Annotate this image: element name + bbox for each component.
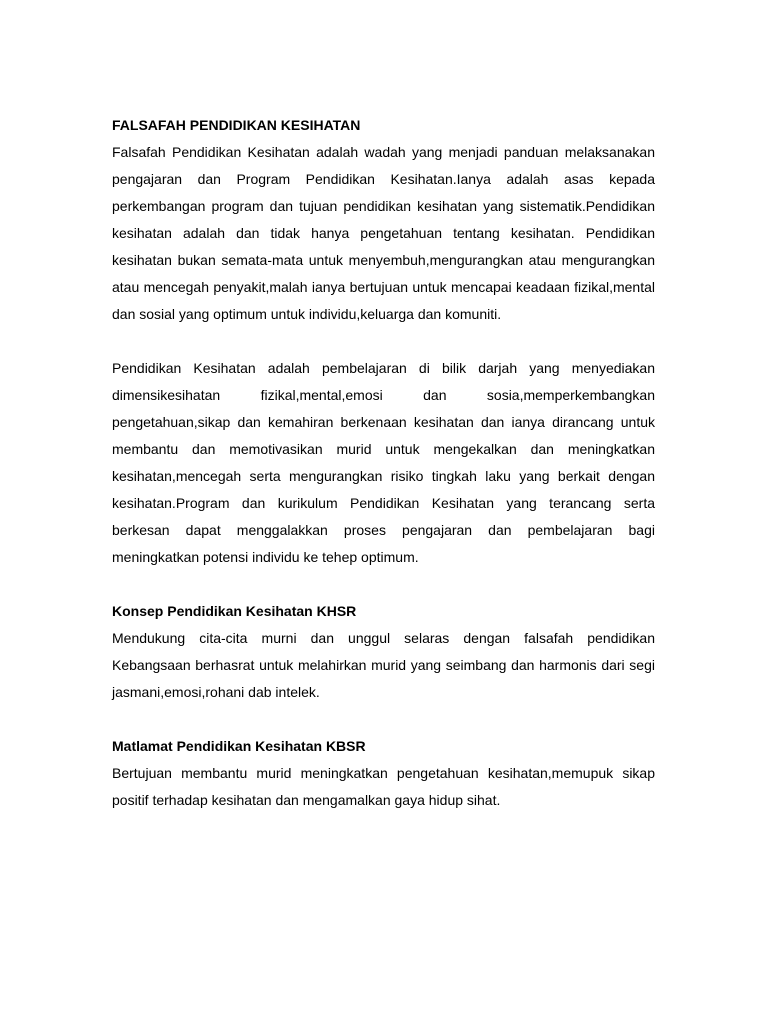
section-heading: Matlamat Pendidikan Kesihatan KBSR: [112, 738, 366, 754]
section-konsep: [112, 598, 655, 706]
section-matlamat: [112, 733, 655, 814]
section-heading: Konsep Pendidikan Kesihatan KHSR: [112, 603, 357, 619]
section-paragraph: Falsafah Pendidikan Kesihatan adalah wadah yang menjadi panduan melaksanakan pengajaran dan Program Pendidikan Kesihatan.Ianya adalah asas kepada perkembangan program dan tujuan pendidikan kesihatan yang sistematik.Pendidikan kesihatan adalah dan tidak hanya pengetahuan tentang kesihatan. Pendidikan kesihatan bukan semata-mata untuk menyembuh,mengurangkan atau mengurangkan atau mencegah penyakit,malah ianya bertujuan untuk mencapai keadaan fizikal,mental dan sosial yang optimum untuk individu,keluarga dan komuniti.: [112, 144, 655, 322]
section-paragraph: Bertujuan membantu murid meningkatkan pengetahuan kesihatan,memupuk sikap positif terhadap kesihatan dan mengamalkan gaya hidup sihat.: [112, 765, 655, 808]
section-paragraph: Pendidikan Kesihatan adalah pembelajaran di bilik darjah yang menyediakan dimensikesihatan fizikal,mental,emosi dan sosia,memperkembangkan pengetahuan,sikap dan kemahiran berkenaan kesihatan dan ianya dirancang untuk membantu dan memotivasikan murid untuk mengekalkan dan meningkatkan kesihatan,mencegah serta mengurangkan risiko tingkah laku yang berkait dengan kesihatan.Program dan kurikulum Pendidikan Kesihatan yang terancang serta berkesan dapat menggalakkan proses pengajaran dan pembelajaran bagi meningkatkan potensi individu ke tehep optimum.: [112, 360, 655, 565]
section-falsafah: [112, 112, 655, 328]
document-page: [112, 112, 655, 814]
section-heading: FALSAFAH PENDIDIKAN KESIHATAN: [112, 117, 361, 133]
section-pendidikan-kesihatan: [112, 355, 655, 571]
section-paragraph: Mendukung cita-cita murni dan unggul selaras dengan falsafah pendidikan Kebangsaan berhasrat untuk melahirkan murid yang seimbang dan harmonis dari segi jasmani,emosi,rohani dab intelek.: [112, 630, 655, 700]
